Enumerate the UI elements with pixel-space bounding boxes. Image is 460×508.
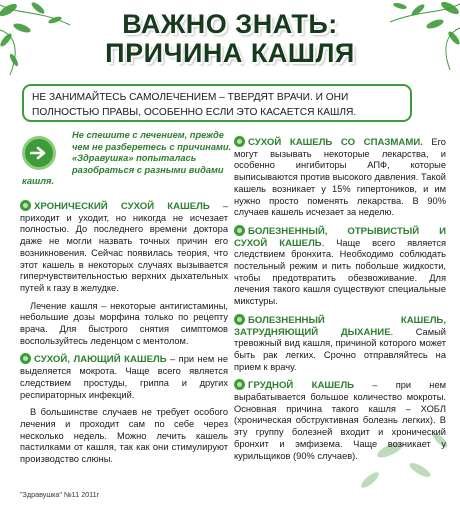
note-text [22, 130, 232, 188]
section-chronic-dry [20, 200, 228, 295]
right-column [234, 136, 446, 468]
footer-source: "Здравушка" №11 2011г [20, 490, 100, 499]
green-dot-icon [20, 200, 31, 211]
green-dot-icon [234, 225, 245, 236]
heading-spasm: СУХОЙ КАШЕЛЬ СО СПАЗМАМИ. [248, 137, 423, 148]
page-title [60, 10, 400, 68]
section-painful-wheezing [234, 225, 446, 308]
arrow-right-icon [22, 136, 56, 170]
editor-note [22, 130, 232, 198]
section-painful-breathing [234, 314, 446, 374]
heading-dry-barking: СУХОЙ, ЛАЮЩИЙ КАШЕЛЬ [34, 354, 167, 366]
note-main: Не спешите с лечением, прежде чем не разберетесь с причинами. «Здравушка» попыталась разобраться с разными видами [72, 130, 232, 175]
heading-chronic-dry: ХРОНИЧЕСКИЙ СУХОЙ КАШЕЛЬ [34, 201, 210, 212]
left-column [20, 200, 228, 472]
section-chest [234, 379, 446, 462]
heading-chest: ГРУДНОЙ КАШЕЛЬ [248, 380, 355, 392]
heading-painful-breathing: БОЛЕЗНЕННЫЙ КАШЕЛЬ, ЗАТРУДНЯЮЩИЙ ДЫХАНИЕ [234, 314, 446, 338]
title-line-2: ПРИЧИНА КАШЛЯ [105, 38, 355, 68]
green-dot-icon [234, 136, 245, 147]
lead-text: НЕ ЗАНИМАЙТЕСЬ САМОЛЕЧЕНИЕМ – ТВЕРДЯТ ВРАЧИ. И ОНИ ПОЛНОСТЬЮ ПРАВЫ, ОСОБЕННО ЕСЛИ ЭТО КАСАЕТСЯ КАШЛЯ. [32, 92, 357, 118]
chronic-dry-text: – приходит и уходит, но никогда не исчезает полностью. До последнего времени доктора даже не могли назвать точных причин его возникновения. Сейчас появилась теория, что этот кашель в некоторых случаях вызывается гиперчувствительностью верхних дыхательных путей к газу в желудке. [20, 201, 228, 293]
spasm-text: Его могут вызывать некоторые лекарства, и особенно ингибиторы АПФ, которые выписываются против высокого давления. Такой кашель возникает у 15% гипертоников, и им нужно просто поменять лекарства. В 90% случаев кашель исчезает за неделю. [234, 137, 446, 218]
heading-painful-wheezing: БОЛЕЗНЕННЫЙ, ОТРЫВИСТЫЙ И СУХОЙ КАШЕЛЬ [234, 225, 446, 249]
dry-barking-text: – при нем не выделяется мокрота. Чаще всего является следствием простуды, гриппа и других респираторных инфекций. [20, 354, 228, 400]
note-tail: кашля. [22, 176, 55, 187]
section-dry-barking [20, 353, 228, 401]
green-dot-icon [20, 353, 31, 364]
painful-breathing-text: . Самый тревожный вид кашля, причиной которого может быть рак легких. Срочно отправляйтесь на прием к врачу. [234, 326, 446, 372]
chronic-dry-treatment: Лечение кашля – некоторые антигистамины, небольшие дозы морфина только по рецепту врача. Для быстрого снятия симптомов воспользуйтесь леденцом с ментолом. [20, 300, 228, 346]
green-dot-icon [234, 379, 245, 390]
chest-text: – при нем вырабатывается большое количество мокроты. Основная причина такого кашля – ХОБЛ (хроническая обструктивная болезнь легких). В эту группу болезней входит и хронический бронхит и эмфизема. Чаще возникает у курильщиков (90% случаев). [234, 380, 447, 461]
painful-wheezing-text: . Чаще всего является следствием бронхита. Необходимо соблюдать постельный режим и пить побольше жидкости, чтобы предотвратить обезвоживание. Для лечения такого кашля существуют специальные микстуры. [234, 237, 446, 307]
lead-box [22, 84, 412, 122]
dry-barking-treatment: В большинстве случаев не требует особого лечения и проходит сам по себе через несколько недель. Можно лечить кашель пастилками от кашля, так как они стимулируют производство слюны. [20, 407, 228, 465]
green-dot-icon [234, 314, 245, 325]
section-spasm [234, 136, 446, 219]
title-line-1: ВАЖНО ЗНАТЬ: [122, 9, 338, 39]
